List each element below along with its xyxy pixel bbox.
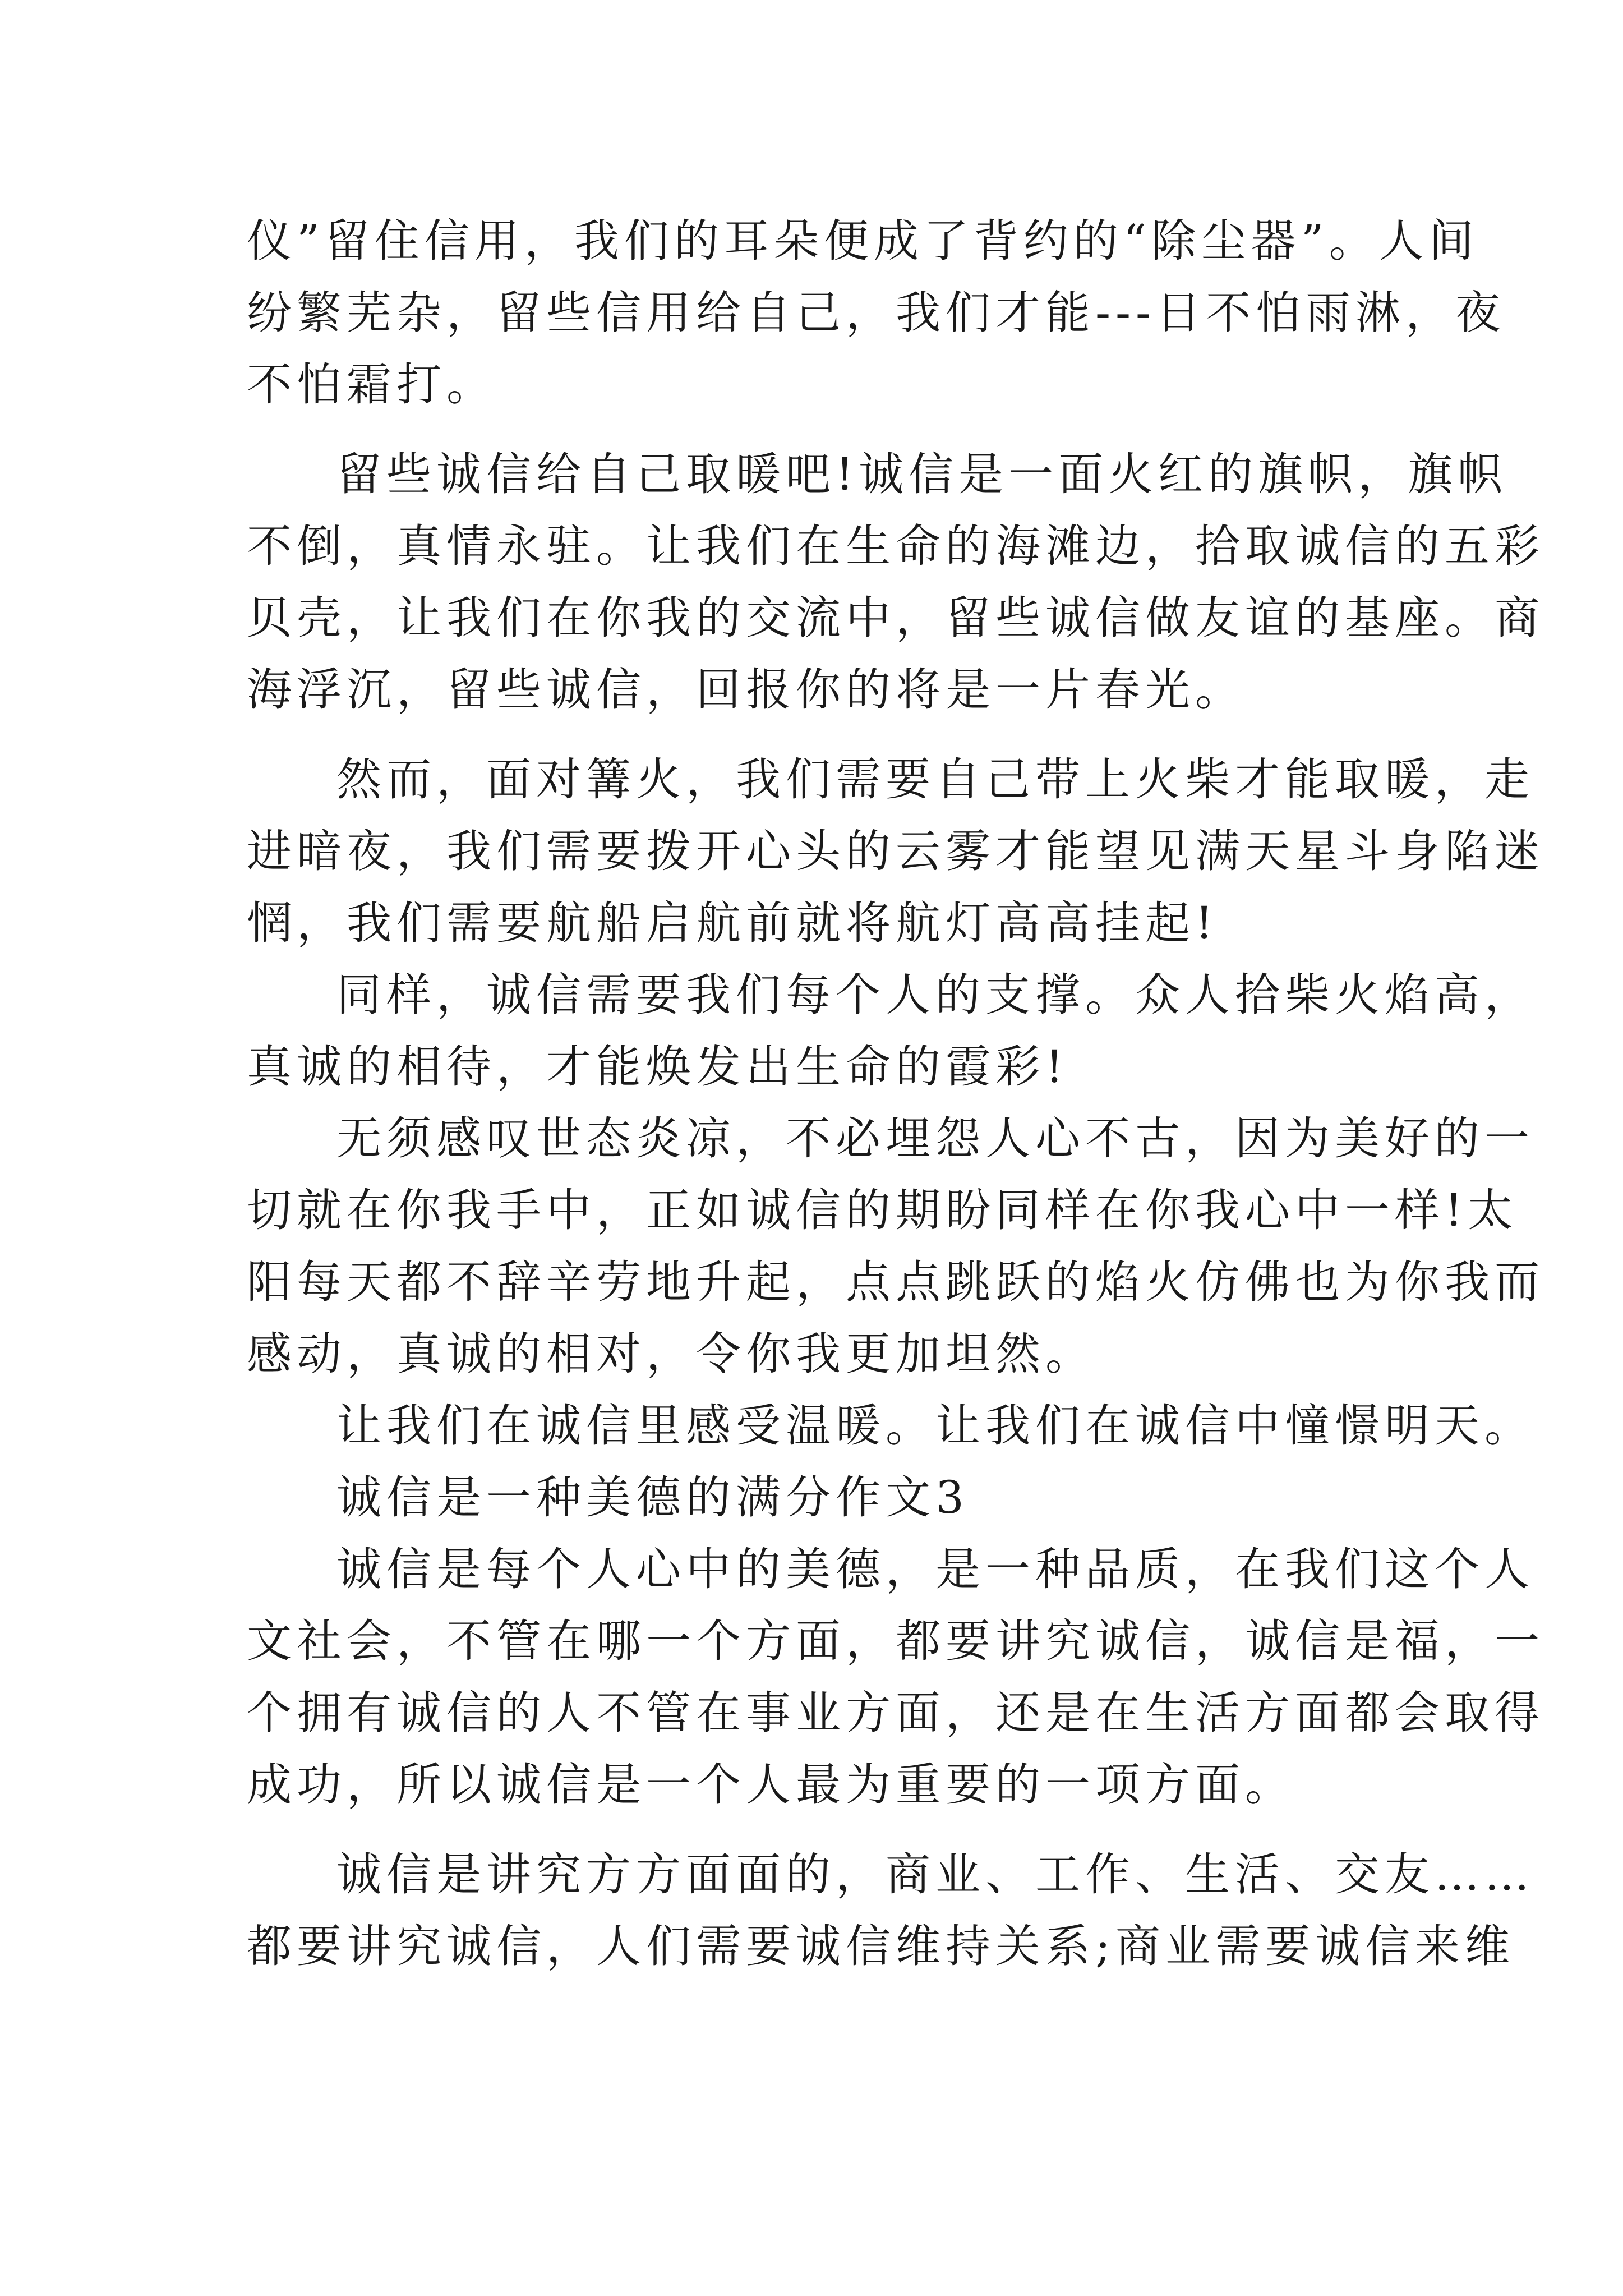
text-line: 仪”留住信用，我们的耳朵便成了背约的“除尘器”。人间 [247,215,1479,267]
section-heading [247,1462,1391,1534]
paragraph-5 [247,1103,1544,1390]
paragraph-3 [247,744,1544,959]
text-line: 贝壳，让我们在你我的交流中，留些诚信做友谊的基座。商 [247,592,1544,644]
text-line: 成功，所以诚信是一个人最为重要的一项方面。 [247,1759,1295,1811]
paragraph-9 [247,1839,1534,1982]
text-line: 让我们在诚信里感受温暖。让我们在诚信中憧憬明天。 [336,1400,1534,1452]
text-line: 都要讲究诚信，人们需要诚信维持关系;商业需要诚信来维 [247,1920,1515,1972]
text-line: 留些诚信给自己取暖吧!诚信是一面火红的旗帜，旗帜 [336,448,1508,500]
text-line: 同样，诚信需要我们每个人的支撑。众人拾柴火焰高， [336,969,1534,1021]
paragraph-4 [247,959,1534,1103]
text-line: 惘，我们需要航船启航前就将航灯高高挂起! [247,897,1219,949]
heading-line: 诚信是一种美德的满分作文3 [336,1471,969,1524]
text-line: 文社会，不管在哪一个方面，都要讲究诚信，诚信是福，一 [247,1615,1544,1667]
text-line: 阳每天都不辞辛劳地升起，点点跳跃的焰火仿佛也为你我而 [247,1256,1544,1308]
paragraph-1 [247,205,1506,421]
body-text [247,205,1544,1982]
text-line: 海浮沉，留些诚信，回报你的将是一片春光。 [247,664,1245,716]
text-line: 诚信是讲究方方面面的，商业、工作、生活、交友…… [336,1848,1534,1901]
paragraph-2 [247,439,1544,726]
text-line: 诚信是每个人心中的美德，是一种品质，在我们这个人 [336,1543,1534,1595]
text-line: 不倒，真情永驻。让我们在生命的海滩边，拾取诚信的五彩 [247,520,1544,572]
text-line: 切就在你我手中，正如诚信的期盼同样在你我心中一样!太 [247,1184,1518,1236]
text-line: 感动，真诚的相对，令你我更加坦然。 [247,1328,1095,1380]
text-line: 进暗夜，我们需要拨开心头的云雾才能望见满天星斗身陷迷 [247,825,1544,877]
paragraph-6 [247,1390,1534,1462]
text-line: 真诚的相待，才能焕发出生命的霞彩! [247,1041,1069,1093]
text-line: 然而，面对篝火，我们需要自己带上火柴才能取暖，走 [336,753,1534,806]
text-line: 个拥有诚信的人不管在事业方面，还是在生活方面都会取得 [247,1687,1544,1739]
paragraph-8 [247,1534,1544,1821]
text-line: 纷繁芜杂，留些信用给自己，我们才能---日不怕雨淋，夜 [247,287,1506,339]
text-line: 无须感叹世态炎凉，不必埋怨人心不古，因为美好的一 [336,1112,1534,1165]
text-line: 不怕霜打。 [247,358,496,411]
